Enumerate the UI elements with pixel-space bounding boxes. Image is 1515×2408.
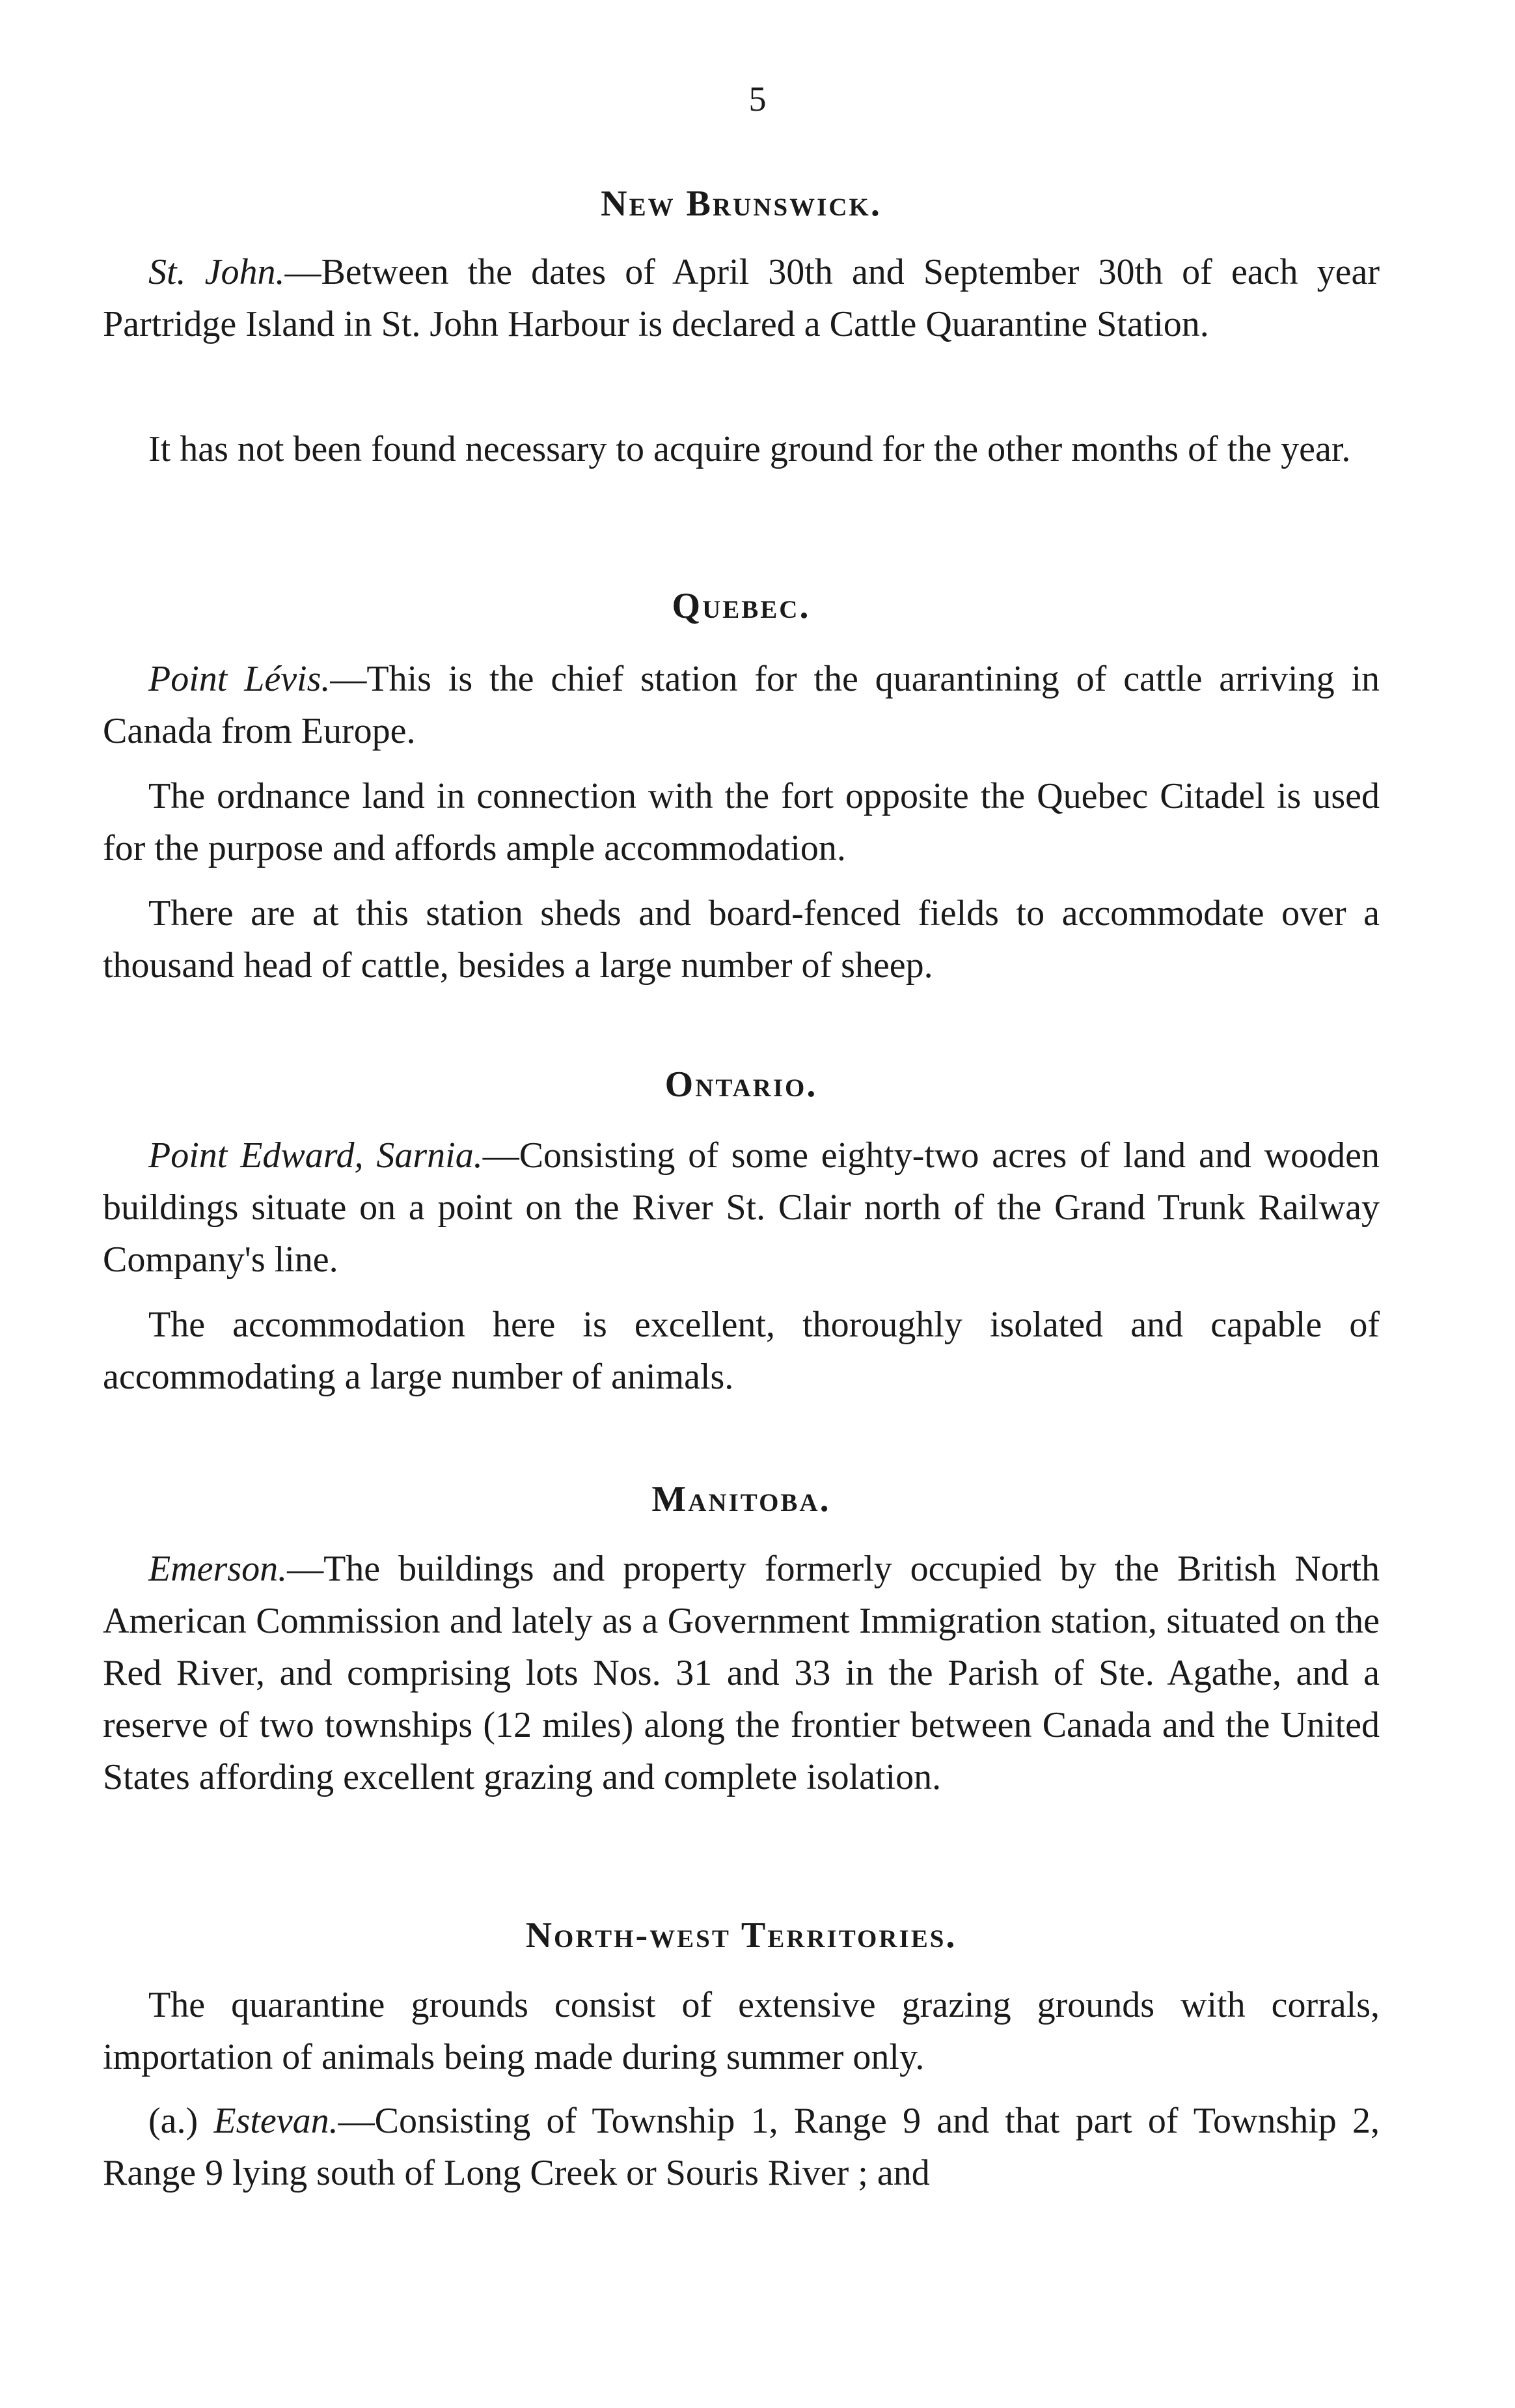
section-heading-new-brunswick: New Brunswick. bbox=[601, 184, 882, 224]
paragraph-st-john bbox=[103, 246, 1380, 350]
paragraph-text: —Between the dates of April 30th and September 30th of each year Partridge Island in St. John Harbour is declared a Cattle Quarantine Station. bbox=[103, 252, 1380, 344]
section-heading-north-west-territories: North-west Territories. bbox=[525, 1915, 957, 1956]
paragraph-text: The ordnance land in connection with the fort opposite the Quebec Citadel is used for the purpose and affords ample accommodation. bbox=[103, 776, 1380, 868]
paragraph-ordnance-land bbox=[103, 770, 1380, 874]
paragraph-emerson bbox=[103, 1543, 1380, 1803]
paragraph-point-levis bbox=[103, 653, 1380, 757]
paragraph-not-necessary bbox=[103, 423, 1380, 475]
paragraph-lead: St. John. bbox=[148, 252, 285, 292]
paragraph-lead: Point Lévis. bbox=[148, 659, 331, 699]
paragraph-lead-prefix: (a.) bbox=[148, 2101, 214, 2141]
section-heading-manitoba: Manitoba. bbox=[651, 1479, 831, 1519]
paragraph-sheds bbox=[103, 887, 1380, 991]
paragraph-text: There are at this station sheds and board-fenced fields to accommodate over a thousand head of cattle, besides a large number of sheep. bbox=[103, 893, 1380, 986]
section-heading-ontario: Ontario. bbox=[664, 1064, 818, 1105]
paragraph-quarantine-grounds bbox=[103, 1979, 1380, 2083]
paragraph-lead: Emerson. bbox=[148, 1549, 288, 1589]
paragraph-text: —The buildings and property formerly occupied by the British North American Commission and lately as a Government Immigration station, situated on the Red River, and comprising lots Nos. 31 and 33 in the Parish of Ste. Agathe, and a reserve of two townships (12 miles) along the frontier between Canada and the United States affording excellent grazing and complete isolation. bbox=[103, 1549, 1380, 1797]
paragraph-text: The quarantine grounds consist of extensive grazing grounds with corrals, importation of animals being made during summer only. bbox=[103, 1985, 1380, 2077]
paragraph-text: —Consisting of some eighty-two acres of land and wooden buildings situate on a point on the River St. Clair north of the Grand Trunk Railway Company's line. bbox=[103, 1135, 1380, 1280]
paragraph-point-edward bbox=[103, 1129, 1380, 1286]
paragraph-text: —Consisting of Township 1, Range 9 and that part of Township 2, Range 9 lying south of Long Creek or Souris River ; and bbox=[103, 2101, 1380, 2193]
paragraph-lead: Estevan. bbox=[213, 2101, 338, 2141]
page-number: 5 bbox=[748, 79, 767, 118]
paragraph-text: The accommodation here is excellent, thoroughly isolated and capable of accommodating a large number of animals. bbox=[103, 1305, 1380, 1397]
paragraph-accommodation bbox=[103, 1299, 1380, 1403]
paragraph-estevan bbox=[103, 2095, 1380, 2199]
paragraph-text: —This is the chief station for the quarantining of cattle arriving in Canada from Europe. bbox=[103, 659, 1380, 751]
section-heading-quebec: Quebec. bbox=[672, 586, 811, 626]
paragraph-lead: Point Edward, Sarnia. bbox=[148, 1135, 483, 1176]
paragraph-text: It has not been found necessary to acquire ground for the other months of the year. bbox=[148, 429, 1351, 469]
